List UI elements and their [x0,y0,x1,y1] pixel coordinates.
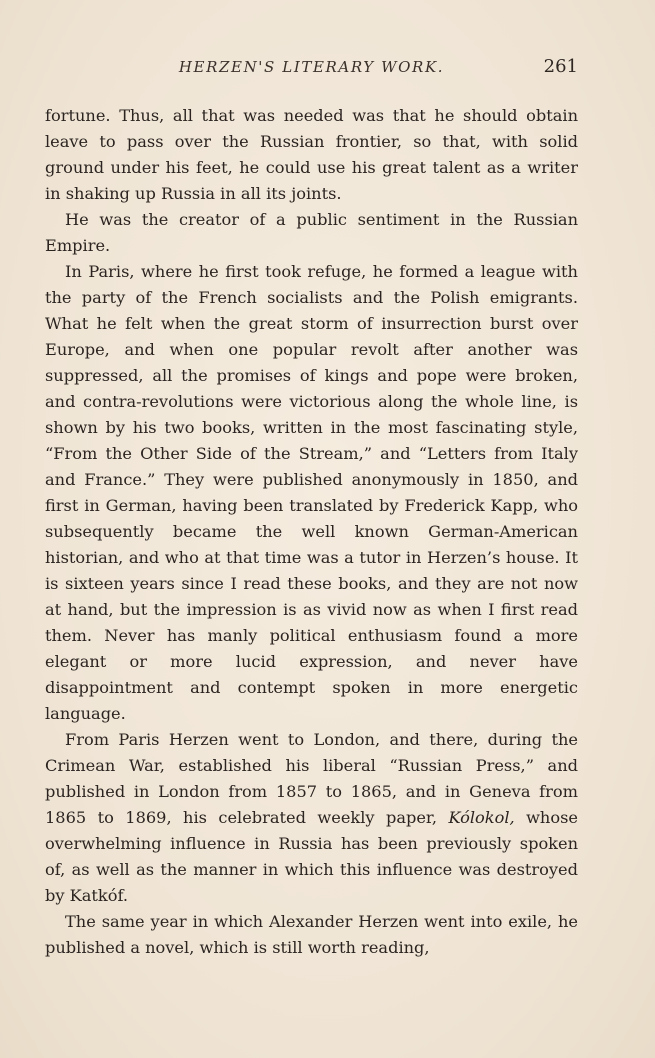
paragraph-4-text-after: whose overwhelming influence in Russia has been previously spoken of, as well as the manner in which this influence was destroyed by Katkóf. [45,808,578,905]
paragraph-5: The same year in which Alexander Herzen went into exile, he published a novel, which is still worth reading, [45,912,578,957]
kolokol-title: Kólokol, [448,808,515,827]
paragraph-1: fortune. Thus, all that was needed was that he should obtain leave to pass over the Russian frontier, so that, with solid ground under his feet, he could use his great talent as a writer in shaking up Russia in all its joints. [45,106,578,203]
running-head: HERZEN'S LITERARY WORK. [178,58,445,76]
body-text [45,103,578,961]
paragraph-4-text-before: From Paris Herzen went to London, and there, during the Crimean War, established his liberal “Russian Press,” and published in London from 1857 to 1865, and in Geneva from 1865 to 1869, his celebrated weekly paper, [45,730,578,827]
paragraph-4 [45,727,578,909]
page-number: 261 [543,56,578,77]
paragraph-2: He was the creator of a public sentiment in the Russian Empire. [45,210,578,255]
paragraph-3: In Paris, where he first took refuge, he formed a league with the party of the French socialists and the Polish emigrants. What he felt when the great storm of insurrection burst over Europe, and when one popular revolt after another was suppressed, all the promises of kings and pope were broken, and contra-revolutions were victorious along the whole line, is shown by his two books, written in the most fascinating style, “From the Other Side of the Stream,” and “Letters from Italy and France.” They were published anonymously in 1850, and first in German, having been translated by Frederick Kapp, who subsequently became the well known German-American historian, and who at that time was a tutor in Herzen’s house. It is sixteen years since I read these books, and they are not now at hand, but the impression is as vivid now as when I first read them. Never has manly political enthusiasm found a more elegant or more lucid expression, and never have disappointment and contempt spoken in more energetic language. [45,262,578,723]
page-header [45,56,578,80]
